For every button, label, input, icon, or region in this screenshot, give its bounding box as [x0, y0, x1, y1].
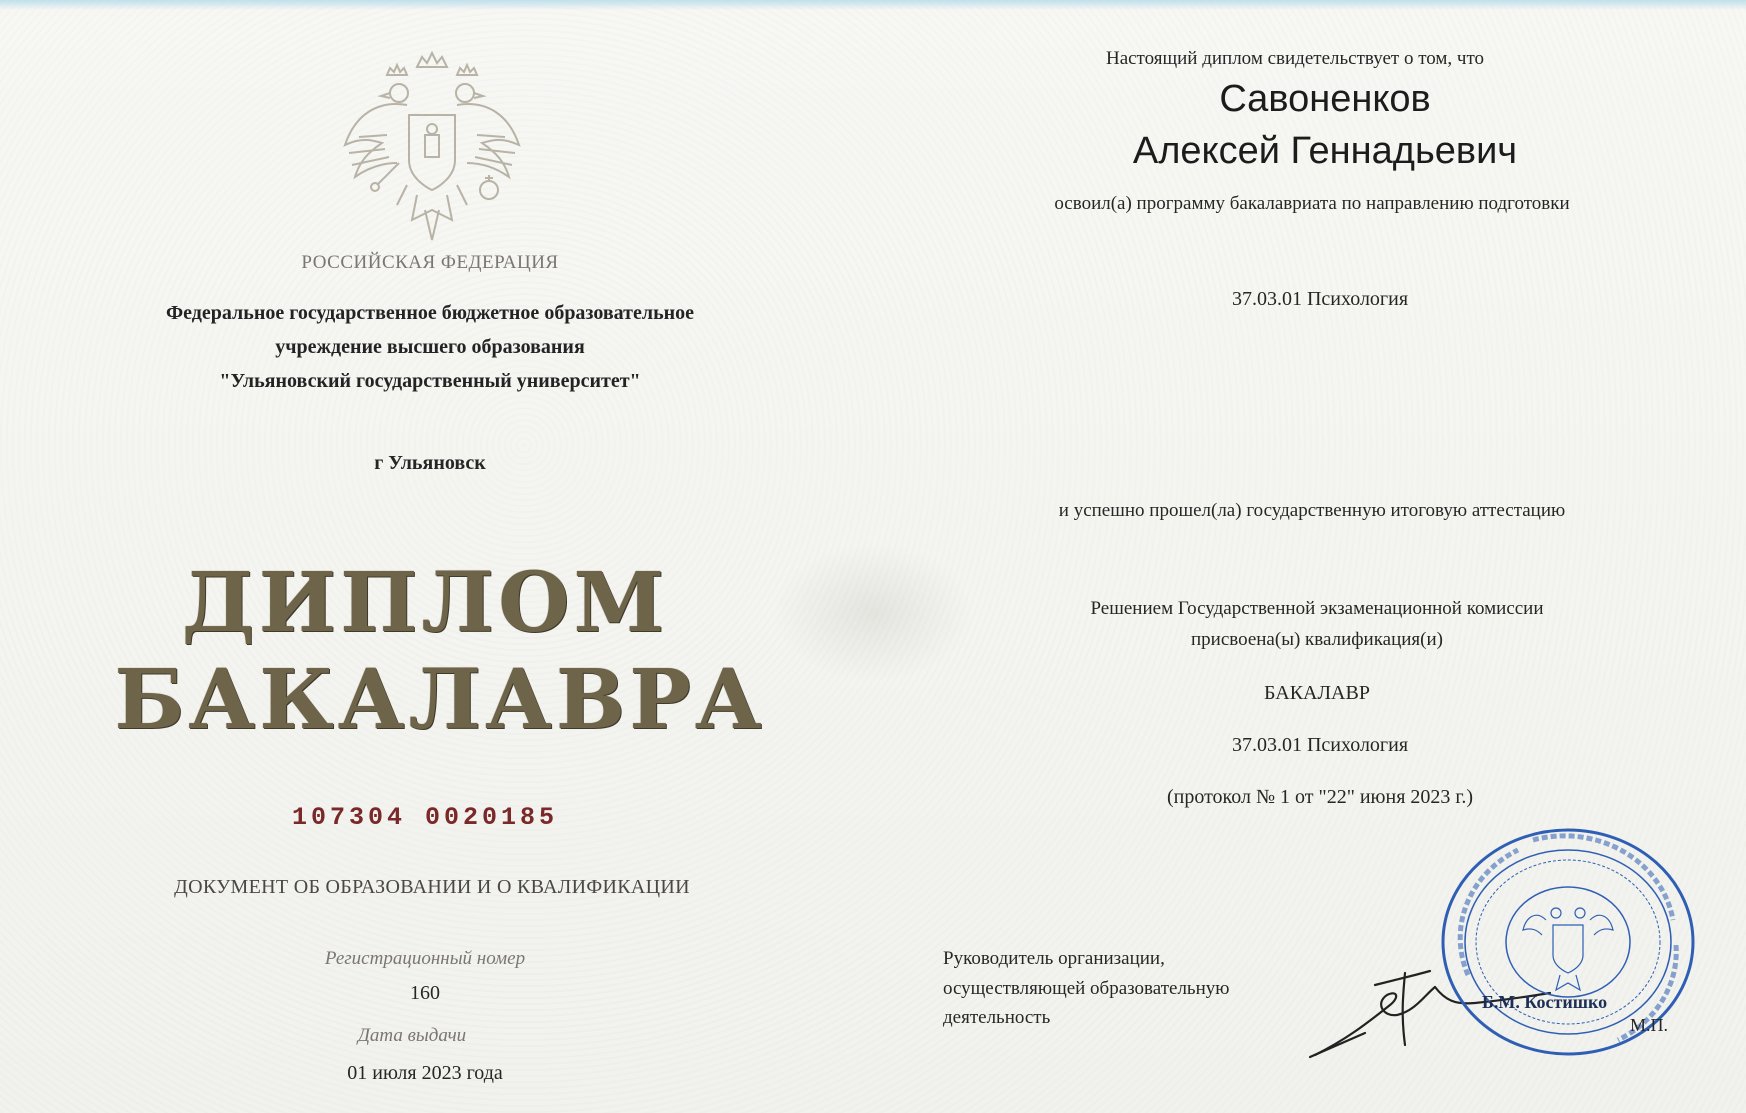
qualification: БАКАЛАВР [1264, 682, 1370, 704]
head-title-line-1: Руководитель организации, [943, 948, 1165, 969]
federation-label: РОССИЙСКАЯ ФЕДЕРАЦИЯ [301, 252, 559, 273]
program-name: 37.03.01 Психология [1231, 288, 1409, 310]
diploma-title-line-1: ДИПЛОМ [181, 555, 669, 651]
city: г Ульяновск [374, 452, 486, 474]
head-title-line-3: деятельность [943, 1007, 1051, 1028]
organization-line-1: Федеральное государственное бюджетное образовательное [165, 302, 695, 324]
qualification-program: 37.03.01 Психология [1231, 734, 1409, 756]
seal-mark: М.П. [1630, 1015, 1669, 1035]
signatory-name: Б.М. Костишко [1482, 992, 1608, 1012]
serial-number: 107304 0020185 [291, 803, 559, 832]
registration-number: 160 [410, 982, 440, 1004]
left-page [0, 0, 860, 1113]
graduate-given-names: Алексей Геннадьевич [1132, 130, 1518, 172]
graduate-surname: Савоненков [1219, 78, 1431, 120]
document-type: ДОКУМЕНТ ОБ ОБРАЗОВАНИИ И О КВАЛИФИКАЦИИ [174, 876, 690, 898]
issue-date-label: Дата выдачи [357, 1025, 467, 1046]
certification-intro: Настоящий диплом свидетельствует о том, что [1105, 48, 1485, 69]
commission-decision-line-2: присвоена(ы) квалификация(и) [1190, 629, 1444, 650]
issue-date: 01 июля 2023 года [347, 1062, 503, 1084]
diploma-title-line-2: БАКАЛАВРА [114, 652, 766, 748]
registration-label: Регистрационный номер [324, 948, 526, 969]
commission-decision-line-1: Решением Государственной экзаменационной комиссии [1090, 598, 1544, 619]
double-headed-eagle-emblem-icon [337, 45, 527, 250]
protocol-reference: (протокол № 1 от "22" июня 2023 г.) [1166, 786, 1474, 808]
head-title-line-2: осуществляющей образовательную [943, 978, 1230, 999]
organization-line-2: учреждение высшего образования [275, 336, 585, 358]
program-intro: освоил(а) программу бакалавриата по направлению подготовки [1054, 193, 1570, 214]
attestation-text: и успешно прошел(ла) государственную итоговую аттестацию [1058, 500, 1566, 521]
organization-line-3: "Ульяновский государственный университет" [219, 370, 641, 392]
